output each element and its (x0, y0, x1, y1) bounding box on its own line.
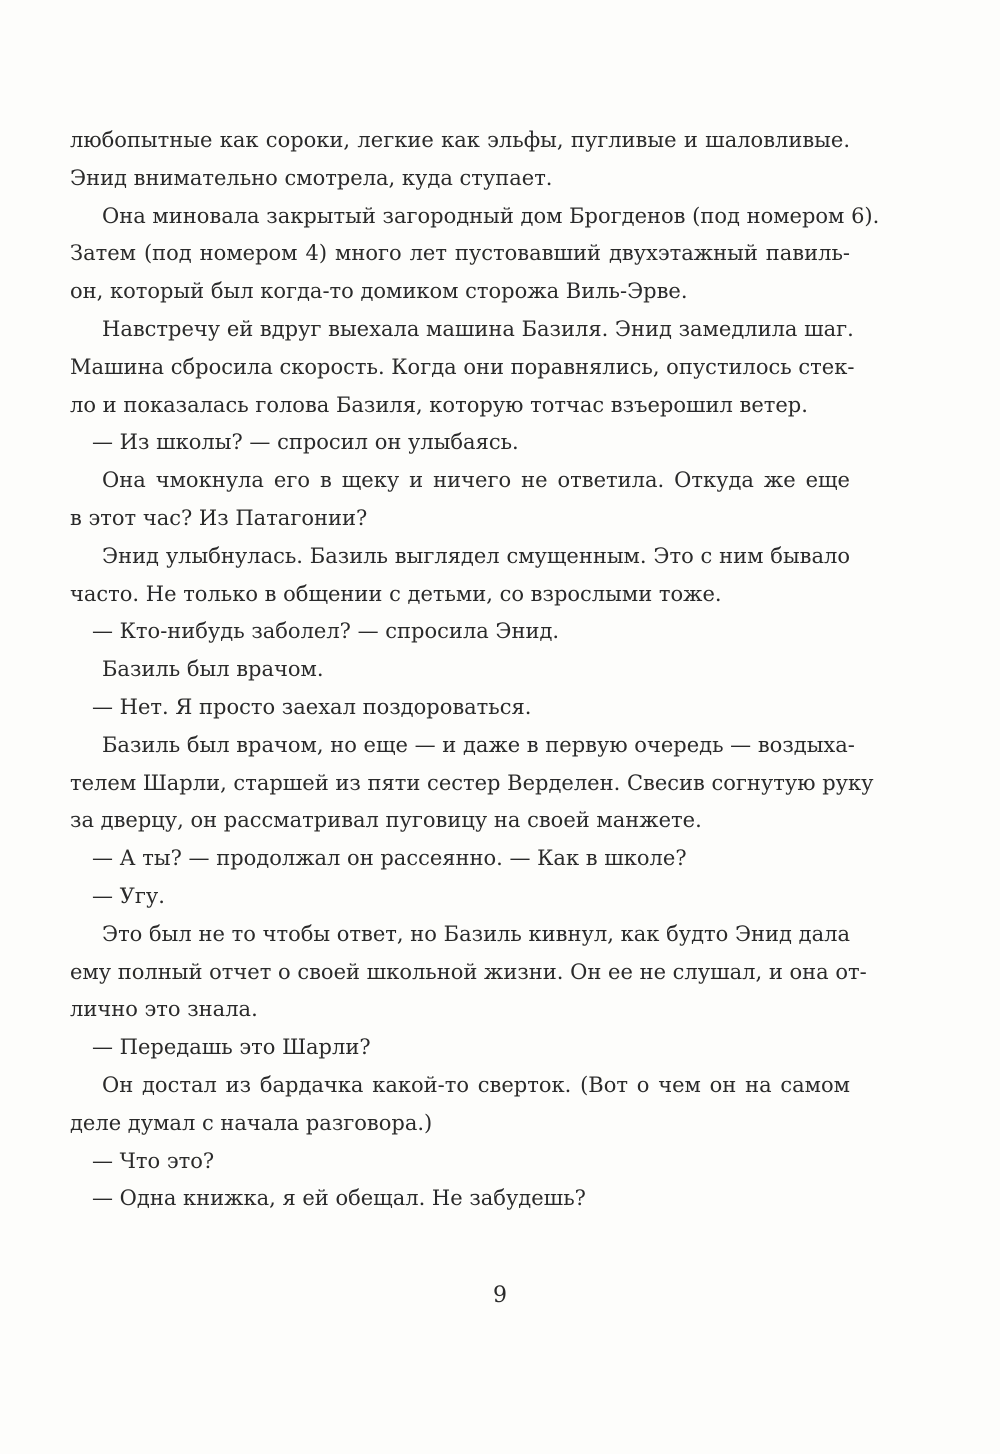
text-line: Энид внимательно смотрела, куда ступает. (70, 165, 553, 190)
text-line: часто. Не только в общении с детьми, со взрослыми тоже. (70, 581, 722, 606)
text-line: Навстречу ей вдруг выехала машина Базиля. Энид замедлила шаг. (102, 316, 854, 341)
dialogue-line: — Кто-нибудь заболел? — спросила Энид. (92, 619, 560, 644)
text-line: Базиль был врачом, но еще — и даже в первую очередь — воздыха- (102, 732, 855, 757)
text-line: Она чмокнула его в щеку и ничего не ответила. Откуда же еще (102, 468, 850, 493)
dialogue-line: — Одна книжка, я ей обещал. Не забудешь? (92, 1186, 586, 1211)
dialogue-line: — Нет. Я просто заехал поздороваться. (92, 694, 532, 719)
dialogue-line: — Что это? (92, 1148, 215, 1173)
dialogue-line: — Из школы? — спросил он улыбаясь. (92, 430, 519, 455)
text-line: телем Шарли, старшей из пяти сестер Верделен. Свесив согнутую руку (70, 770, 874, 795)
text-line: Она миновала закрытый загородный дом Брогденов (под номером 6). (102, 203, 880, 228)
text-line: лично это знала. (70, 997, 258, 1022)
dialogue-line: — Угу. (92, 883, 165, 908)
text-line: деле думал с начала разговора.) (70, 1110, 433, 1135)
text-line: Это был не то чтобы ответ, но Базиль кивнул, как будто Энид дала (102, 921, 850, 946)
text-line: Машина сбросила скорость. Когда они поравнялись, опустилось стек- (70, 354, 855, 379)
page-number: 9 (493, 1283, 507, 1308)
text-line: за дверцу, он рассматривал пуговицу на своей манжете. (70, 808, 702, 833)
text-line: он, который был когда-то домиком сторожа Виль-Эрве. (70, 279, 688, 304)
text-line: любопытные как сороки, легкие как эльфы, пугливые и шаловливые. (70, 128, 850, 152)
text-line: в этот час? Из Патагонии? (70, 505, 368, 530)
dialogue-line: — Передашь это Шарли? (92, 1035, 371, 1060)
dialogue-line: — А ты? — продолжал он рассеянно. — Как в школе? (92, 846, 687, 871)
text-line: ло и показалась голова Базиля, которую тотчас взъерошил ветер. (70, 392, 808, 417)
text-line: Он достал из бардачка какой-то сверток. (Вот о чем он на самом (102, 1072, 850, 1097)
text-line: ему полный отчет о своей школьной жизни. Он ее не слушал, и она от- (70, 959, 867, 984)
text-line: Затем (под номером 4) много лет пустовавший двухэтажный павиль- (70, 241, 850, 266)
text-line: Энид улыбнулась. Базиль выглядел смущенным. Это с ним бывало (102, 543, 850, 568)
body-text (70, 122, 880, 1218)
text-line: Базиль был врачом. (102, 657, 324, 682)
